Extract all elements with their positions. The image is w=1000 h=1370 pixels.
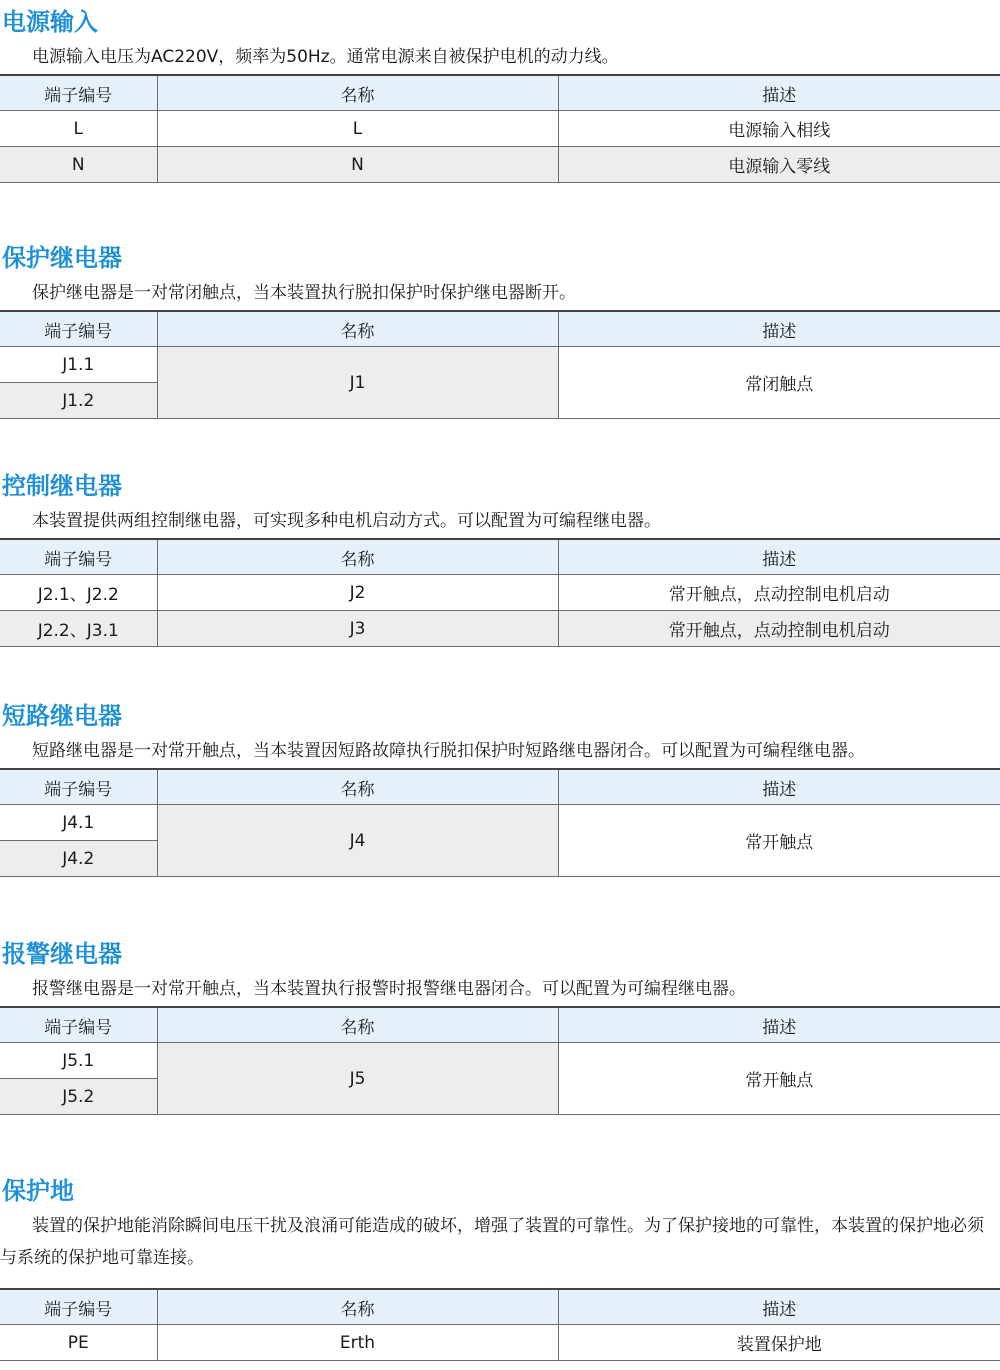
cell-name: J1 (157, 347, 558, 419)
terminal-table (0, 768, 1000, 877)
terminal-table (0, 1006, 1000, 1115)
cell-terminal: J1.1 (0, 347, 157, 383)
section-title: 保护地 (2, 1177, 74, 1205)
cell-description: 常开触点，点动控制电机启动 (558, 575, 1000, 611)
section-title: 保护继电器 (2, 244, 122, 272)
header-description: 描述 (558, 1289, 1000, 1325)
section-alarm-relay (0, 940, 1000, 1115)
cell-terminal: J1.2 (0, 383, 157, 419)
header-name: 名称 (157, 539, 558, 575)
header-name: 名称 (157, 311, 558, 347)
cell-terminal: L (0, 111, 157, 147)
header-description: 描述 (558, 75, 1000, 111)
header-name: 名称 (157, 1289, 558, 1325)
section-power-input (0, 8, 1000, 183)
header-terminal: 端子编号 (0, 75, 157, 111)
section-title: 报警继电器 (2, 940, 122, 968)
table-row (0, 147, 1000, 183)
section-description: 电源输入电压为AC220V，频率为50Hz。通常电源来自被保护电机的动力线。 (32, 47, 619, 67)
cell-terminal: J5.2 (0, 1079, 157, 1115)
section-short-circuit-relay (0, 702, 1000, 877)
cell-description: 常开触点，点动控制电机启动 (558, 611, 1000, 647)
header-name: 名称 (157, 1007, 558, 1043)
cell-terminal: J5.1 (0, 1043, 157, 1079)
table-row (0, 1325, 1000, 1361)
cell-name: J2 (157, 575, 558, 611)
header-name: 名称 (157, 75, 558, 111)
cell-name: J3 (157, 611, 558, 647)
table-row (0, 805, 1000, 841)
cell-description: 电源输入零线 (558, 147, 1000, 183)
section-protect-relay (0, 244, 1000, 419)
header-description: 描述 (558, 539, 1000, 575)
header-terminal: 端子编号 (0, 539, 157, 575)
cell-terminal: J2.1、J2.2 (0, 575, 157, 611)
terminal-table (0, 1288, 1000, 1361)
table-row (0, 347, 1000, 383)
table-row (0, 1043, 1000, 1079)
header-description: 描述 (558, 311, 1000, 347)
cell-name: Erth (157, 1325, 558, 1361)
cell-terminal: J4.1 (0, 805, 157, 841)
section-title: 控制继电器 (2, 472, 122, 500)
table-row (0, 611, 1000, 647)
table-row (0, 111, 1000, 147)
section-description: 短路继电器是一对常开触点，当本装置因短路故障执行脱扣保护时短路继电器闭合。可以配置为可编程继电器。 (32, 741, 865, 761)
section-control-relay (0, 472, 1000, 647)
header-terminal: 端子编号 (0, 1289, 157, 1325)
cell-description: 装置保护地 (558, 1325, 1000, 1361)
cell-name: J5 (157, 1043, 558, 1115)
header-description: 描述 (558, 769, 1000, 805)
header-terminal: 端子编号 (0, 769, 157, 805)
terminal-table (0, 538, 1000, 647)
cell-terminal: N (0, 147, 157, 183)
section-description: 保护继电器是一对常闭触点，当本装置执行脱扣保护时保护继电器断开。 (32, 283, 576, 303)
cell-name: L (157, 111, 558, 147)
section-description: 本装置提供两组控制继电器，可实现多种电机启动方式。可以配置为可编程继电器。 (32, 511, 661, 531)
cell-description: 常开触点 (558, 805, 1000, 877)
cell-terminal: PE (0, 1325, 157, 1361)
section-title: 电源输入 (2, 8, 98, 36)
terminal-table (0, 310, 1000, 419)
section-description: 报警继电器是一对常开触点，当本装置执行报警时报警继电器闭合。可以配置为可编程继电器。 (32, 979, 746, 999)
section-title: 短路继电器 (2, 702, 122, 730)
cell-name: J4 (157, 805, 558, 877)
cell-description: 常开触点 (558, 1043, 1000, 1115)
header-description: 描述 (558, 1007, 1000, 1043)
cell-terminal: J4.2 (0, 841, 157, 877)
table-row (0, 575, 1000, 611)
header-terminal: 端子编号 (0, 311, 157, 347)
section-protective-ground (0, 1177, 1000, 1361)
cell-terminal: J2.2、J3.1 (0, 611, 157, 647)
cell-name: N (157, 147, 558, 183)
terminal-table (0, 74, 1000, 183)
header-name: 名称 (157, 769, 558, 805)
cell-description: 常闭触点 (558, 347, 1000, 419)
cell-description: 电源输入相线 (558, 111, 1000, 147)
header-terminal: 端子编号 (0, 1007, 157, 1043)
section-description: 装置的保护地能消除瞬间电压干扰及浪涌可能造成的破坏，增强了装置的可靠性。为了保护接地的可靠性，本装置的保护地必须与系统的保护地可靠连接。 (0, 1216, 984, 1268)
